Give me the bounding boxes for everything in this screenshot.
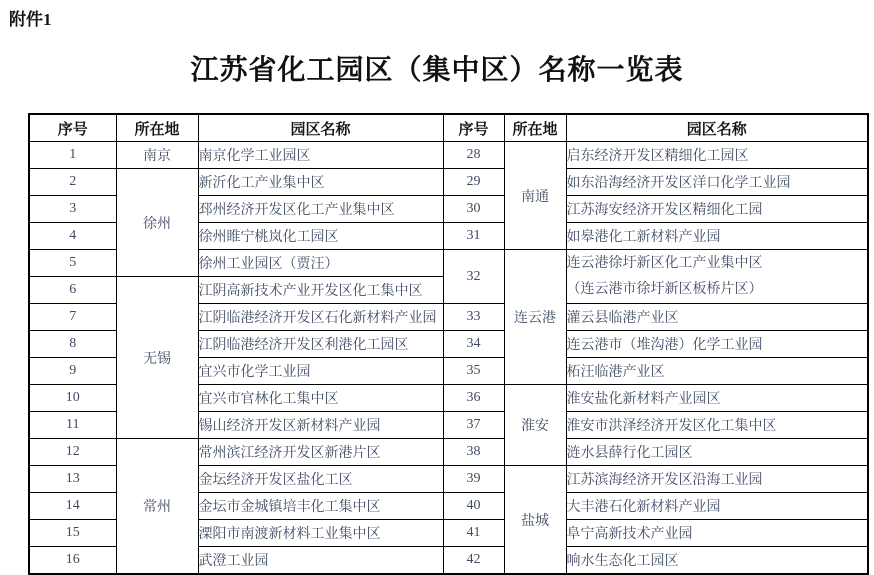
park-cell: 大丰港石化新材料产业园 (566, 493, 868, 520)
seq-cell: 41 (443, 520, 504, 547)
city-cell: 南通 (504, 142, 566, 250)
park-cell: 溧阳市南渡新材料工业集中区 (198, 520, 443, 547)
park-cell: 淮安盐化新材料产业园区 (566, 385, 868, 412)
park-cell: 如皋港化工新材料产业园 (566, 223, 868, 250)
seq-cell: 38 (443, 439, 504, 466)
seq-cell: 30 (443, 196, 504, 223)
city-cell: 淮安 (504, 385, 566, 466)
park-cell: 徐州工业园区（贾汪） (198, 250, 443, 277)
seq-cell: 42 (443, 547, 504, 575)
seq-cell: 8 (29, 331, 116, 358)
page-title: 江苏省化工园区（集中区）名称一览表 (190, 55, 684, 86)
seq-cell: 33 (443, 304, 504, 331)
park-cell: 连云港市（堆沟港）化学工业园 (566, 331, 868, 358)
attachment-label: 附件1 (9, 10, 52, 29)
park-cell: 阜宁高新技术产业园 (566, 520, 868, 547)
seq-cell: 4 (29, 223, 116, 250)
seq-cell: 1 (29, 142, 116, 169)
seq-cell: 36 (443, 385, 504, 412)
park-cell: 金坛市金城镇培丰化工集中区 (198, 493, 443, 520)
seq-cell: 31 (443, 223, 504, 250)
city-cell: 盐城 (504, 466, 566, 575)
seq-cell: 2 (29, 169, 116, 196)
header-row (29, 114, 868, 142)
park-cell: 南京化学工业园区 (198, 142, 443, 169)
park-cell: 江阴临港经济开发区利港化工园区 (198, 331, 443, 358)
table-row (29, 439, 868, 466)
park-cell: 金坛经济开发区盐化工区 (198, 466, 443, 493)
city-cell: 常州 (116, 439, 198, 575)
park-cell: 淮安市洪泽经济开发区化工集中区 (566, 412, 868, 439)
park-cell: 常州滨江经济开发区新港片区 (198, 439, 443, 466)
park-cell: 江苏海安经济开发区精细化工园 (566, 196, 868, 223)
seq-cell: 35 (443, 358, 504, 385)
seq-cell: 32 (443, 250, 504, 304)
table-row (29, 142, 868, 169)
seq-cell: 13 (29, 466, 116, 493)
park-cell: 江阴临港经济开发区石化新材料产业园 (198, 304, 443, 331)
park-cell: 响水生态化工园区 (566, 547, 868, 575)
table-row (29, 169, 868, 196)
park-cell: 武澄工业园 (198, 547, 443, 575)
seq-cell: 11 (29, 412, 116, 439)
seq-cell: 14 (29, 493, 116, 520)
city-cell: 南京 (116, 142, 198, 169)
seq-cell: 37 (443, 412, 504, 439)
park-cell: 邳州经济开发区化工产业集中区 (198, 196, 443, 223)
seq-cell: 34 (443, 331, 504, 358)
seq-cell: 16 (29, 547, 116, 575)
park-cell: 启东经济开发区精细化工园区 (566, 142, 868, 169)
park-cell (566, 250, 868, 304)
seq-cell: 3 (29, 196, 116, 223)
seq-cell: 29 (443, 169, 504, 196)
header-park-right: 园区名称 (566, 114, 868, 142)
seq-cell: 12 (29, 439, 116, 466)
park-cell: 涟水县薛行化工园区 (566, 439, 868, 466)
park-cell: 徐州睢宁桃岚化工园区 (198, 223, 443, 250)
park-cell: 如东沿海经济开发区洋口化学工业园 (566, 169, 868, 196)
park-cell: 宜兴市化学工业园 (198, 358, 443, 385)
header-park-left: 园区名称 (198, 114, 443, 142)
header-location-right: 所在地 (504, 114, 566, 142)
city-cell: 连云港 (504, 250, 566, 385)
park-name-line2: （连云港市徐圩新区板桥片区） (566, 281, 763, 297)
park-cell: 江阴高新技术产业开发区化工集中区 (198, 277, 443, 304)
park-cell: 新沂化工产业集中区 (198, 169, 443, 196)
seq-cell: 7 (29, 304, 116, 331)
seq-cell: 6 (29, 277, 116, 304)
seq-cell: 28 (443, 142, 504, 169)
park-cell: 江苏滨海经济开发区沿海工业园 (566, 466, 868, 493)
park-cell: 柘汪临港产业区 (566, 358, 868, 385)
park-cell: 宜兴市官林化工集中区 (198, 385, 443, 412)
park-cell: 锡山经济开发区新材料产业园 (198, 412, 443, 439)
header-seq-left: 序号 (29, 114, 116, 142)
seq-cell: 5 (29, 250, 116, 277)
seq-cell: 10 (29, 385, 116, 412)
header-location-left: 所在地 (116, 114, 198, 142)
city-cell: 徐州 (116, 169, 198, 277)
parks-table (28, 113, 869, 575)
seq-cell: 40 (443, 493, 504, 520)
header-seq-right: 序号 (443, 114, 504, 142)
city-cell: 无锡 (116, 277, 198, 439)
seq-cell: 9 (29, 358, 116, 385)
park-cell: 灌云县临港产业区 (566, 304, 868, 331)
seq-cell: 39 (443, 466, 504, 493)
park-name-line1: 连云港徐圩新区化工产业集中区 (566, 255, 763, 271)
seq-cell: 15 (29, 520, 116, 547)
